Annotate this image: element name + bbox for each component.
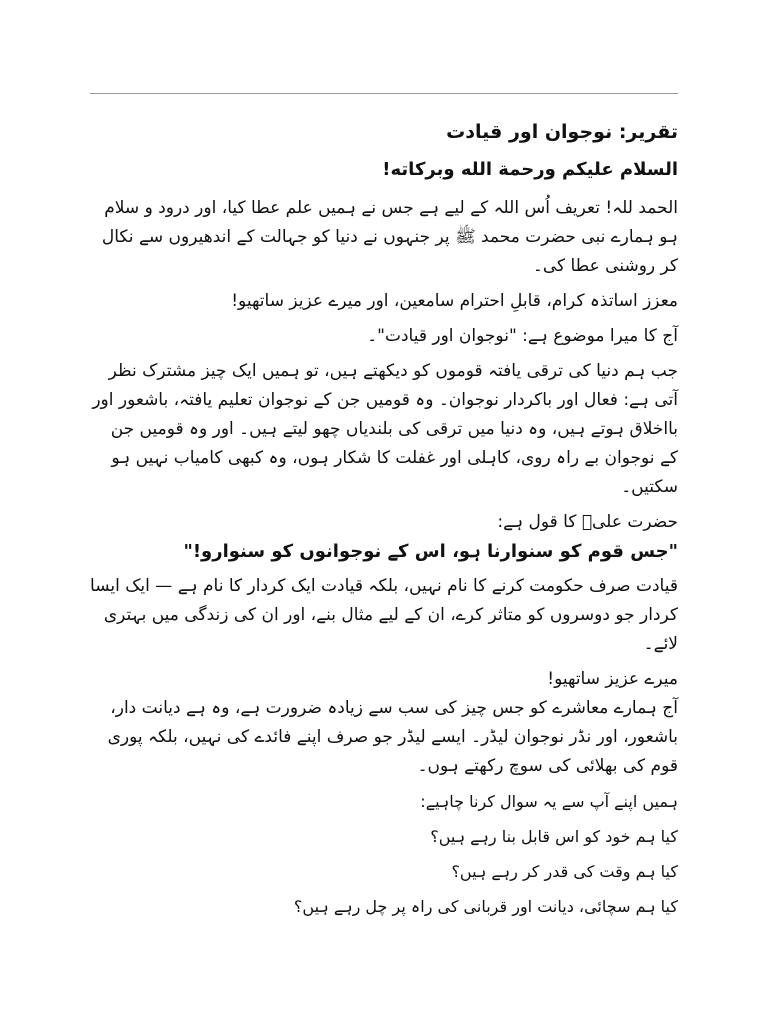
paragraph-today: آج ہمارے معاشرے کو جس چیز کی سب سے زیادہ ضرورت ہے، وہ ہے دیانت دار، باشعور، اور نڈر نوجوان لیڈر۔ ایسے لیڈر جو صرف اپنے فائدے کی نہیں، بلکہ پوری قوم کی بھلائی کی سوچ رکھتے ہوں۔: [107, 698, 678, 776]
header-divider: [90, 93, 678, 94]
paragraph-hamd: الحمد للہ! تعریف اُس اللہ کے لیے ہے جس نے ہمیں علم عطا کیا، اور درود و سلام ہو ہمارے نبی حضرت محمد ﷺ پر جنہوں نے دنیا کو جہالت کے اندھیروں سے نکال کر روشنی عطا کی۔: [101, 198, 678, 276]
quote-intro: حضرت علیؓ کا قول ہے:: [497, 512, 678, 532]
address-line: معزز اساتذہ کرام، قابلِ احترام سامعین، اور میرے عزیز ساتھیو!: [231, 291, 678, 311]
speech-title: تقریر: نوجوان اور قیادت: [446, 121, 678, 143]
friends-line: میرے عزیز ساتھیو!: [547, 669, 678, 689]
quote-text: "جس قوم کو سنوارنا ہو، اس کے نوجوانوں کو سنوارو!": [183, 541, 678, 562]
question-item: کیا ہم خود کو اس قابل بنا رہے ہیں؟: [430, 827, 678, 846]
question-item: کیا ہم وقت کی قدر کر رہے ہیں؟: [451, 862, 678, 881]
paragraph-leadership: قیادت صرف حکومت کرنے کا نام نہیں، بلکہ قیادت ایک کردار کا نام ہے — ایک ایسا کردار جو دوسروں کو متاثر کرے، ان کے لیے مثال بنے، اور ان کی زندگی میں بہتری لائے۔: [90, 576, 678, 654]
speech-body: [90, 118, 678, 927]
questions-intro: ہمیں اپنے آپ سے یہ سوال کرنا چاہیے:: [420, 792, 678, 811]
question-item: کیا ہم سچائی، دیانت اور قربانی کی راہ پر چل رہے ہیں؟: [293, 897, 678, 916]
greeting: السلام علیکم ورحمة الله وبرکاته!: [382, 159, 678, 180]
paragraph-nations: جب ہم دنیا کی ترقی یافتہ قوموں کو دیکھتے ہیں، تو ہمیں ایک چیز مشترک نظر آتی ہے: فعال اور باکردار نوجوان۔ وہ قومیں جن کے نوجوان تعلیم یافتہ، باشعور اور بااخلاق ہوتے ہیں، وہ دنیا میں ترقی کی بلندیاں چھو لیتے ہیں۔ اور وہ قومیں جن کے نوجوان بے راہ روی، کاہلی اور غفلت کا شکار ہوں، وہ کبھی کامیاب نہیں ہو سکتیں۔: [92, 361, 678, 497]
topic-line: آج کا میرا موضوع ہے: "نوجوان اور قیادت"۔: [367, 326, 678, 346]
